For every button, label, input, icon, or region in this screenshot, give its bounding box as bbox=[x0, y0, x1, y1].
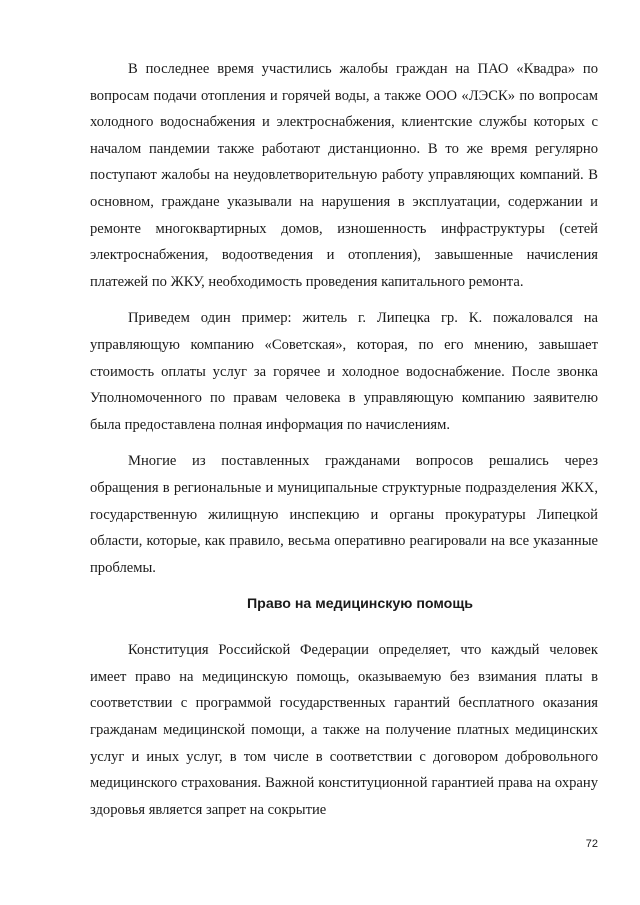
paragraph-example-complaint: Приведем один пример: житель г. Липецка гр. К. пожаловался на управляющую компанию «Советская», которая, по его мнению, завышает стоимость оплаты услуг за горячее и холодное водоснабжение. После звонка Уполномоченного по правам человека в управляющую компанию заявителю была предоставлена полная информация по начислениям. bbox=[90, 310, 598, 433]
page-number: 72 bbox=[585, 838, 598, 850]
document-page bbox=[90, 56, 598, 823]
paragraph-gap bbox=[90, 295, 598, 305]
paragraph-utility-complaints: В последнее время участились жалобы граждан на ПАО «Квадра» по вопросам подачи отопления и горячей воды, а также ООО «ЛЭСК» по вопросам холодного водоснабжения и электроснабжения, клиентские службы которых с началом пандемии также работают дистанционно. В то же время регулярно поступают жалобы на неудовлетворительную работу управляющих компаний. В основном, граждане указывали на нарушения в эксплуатации, содержании и ремонте многоквартирных домов, изношенность инфраструктуры (сетей электроснабжения, водоотведения и отопления), завышенные начисления платежей по ЖКУ, необходимость проведения капитального ремонта. bbox=[90, 61, 598, 290]
paragraph-gap bbox=[90, 438, 598, 448]
paragraph-resolution: Многие из поставленных гражданами вопросов решались через обращения в региональные и муниципальные структурные подразделения ЖКХ, государственную жилищную инспекцию и органы прокуратуры Липецкой области, которые, как правило, весьма оперативно реагировали на все указанные проблемы. bbox=[90, 453, 598, 576]
section-heading: Право на медицинскую помощь bbox=[246, 596, 474, 613]
paragraph-constitution: Конституция Российской Федерации определяет, что каждый человек имеет право на медицинскую помощь, оказываемую без взимания платы в соответствии с программой государственных гарантий бесплатного оказания гражданам медицинской помощи, а также на получение платных медицинских услуг и иных услуг, в том числе в соответствии с договором добровольного медицинского страхования. Важной конституционной гарантией права на охрану здоровья является запрет на сокрытие bbox=[90, 642, 598, 818]
